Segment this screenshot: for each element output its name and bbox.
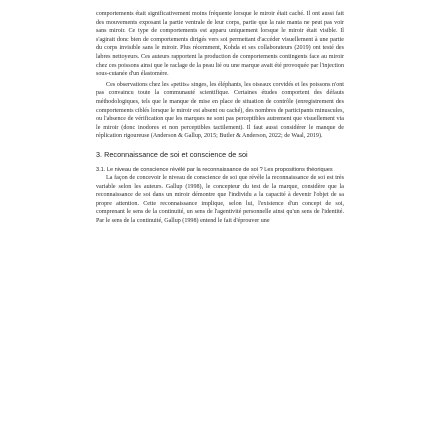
body-paragraph-3: La façon de concevoir le niveau de conscience de soi que révèle la reconnaissance de soi est très variable selon les auteurs. Gallup (1998), le concepteur du test de la marque, considère que la reconnaissance de soi dans un miroir démontre que l'individu a la capacité à devenir l'objet de sa propre attention. Cette reconnaissance implique, selon lui, l'existence d'un concept de soi, comprenant le sens de la continuité, un sens de l'agentivité personnelle ainsi qu'un sens de l'identité. Par le sens de la continuité, Gallup (1998) entend le fait d'éprouver une — [96, 174, 344, 224]
subsection-heading: 3.1. Le niveau de conscience révélé par la reconnaissance de soi ? Les propositions théoriques — [96, 166, 333, 173]
text-column — [96, 10, 344, 227]
body-paragraph-2: Ces observations chez les «petits» singes, les éléphants, les oiseaux corvidés et les poissons n'ont pas convaincu toute la communauté scientifique. Certaines études comportent des défauts méthodologiques, tels que le manque de mise en place de situation de contrôle (enregistrement des comportements ciblés lorsque le miroir est absent ou caché), des nombres de participants minuscules, ou l'absence de vérification que les marques ne sont pas perceptibles autrement que visuellement via le miroir (donc inodores et non perceptibles tactilement). Il faut aussi considérer le manque de réplication rigoureuse (Anderson & Gallup, 2015; Butler & Anderson, 2022; de Waal, 2019). — [96, 81, 344, 140]
body-paragraph-1: comportements était significativement moins fréquente lorsque le miroir était caché. Il ont aussi fait des mouvements exposant la partie ventrale de leur corps, partie que la raie manta ne peut pas voir sans miroir. Ce type de comportements est apparu uniquement lorsque le miroir était visible. Il s'agirait donc bien de comportements dirigés vers soi permettant d'accéder visuellement à une partie du corps invisible sans le miroir. Plus récemment, Kohda et ses collaborateurs (2019) ont testé des labres nettoyeurs. Ces auteurs rapportent la production de comportements contingents face au miroir chez ces poissons ainsi que le raclage de la peau lié ou une marque avait été provoquée par l'injection sous-cutanée d'un élastomère. — [96, 11, 344, 78]
section-heading: 3. Reconnaissance de soi et conscience de soi — [96, 149, 248, 159]
